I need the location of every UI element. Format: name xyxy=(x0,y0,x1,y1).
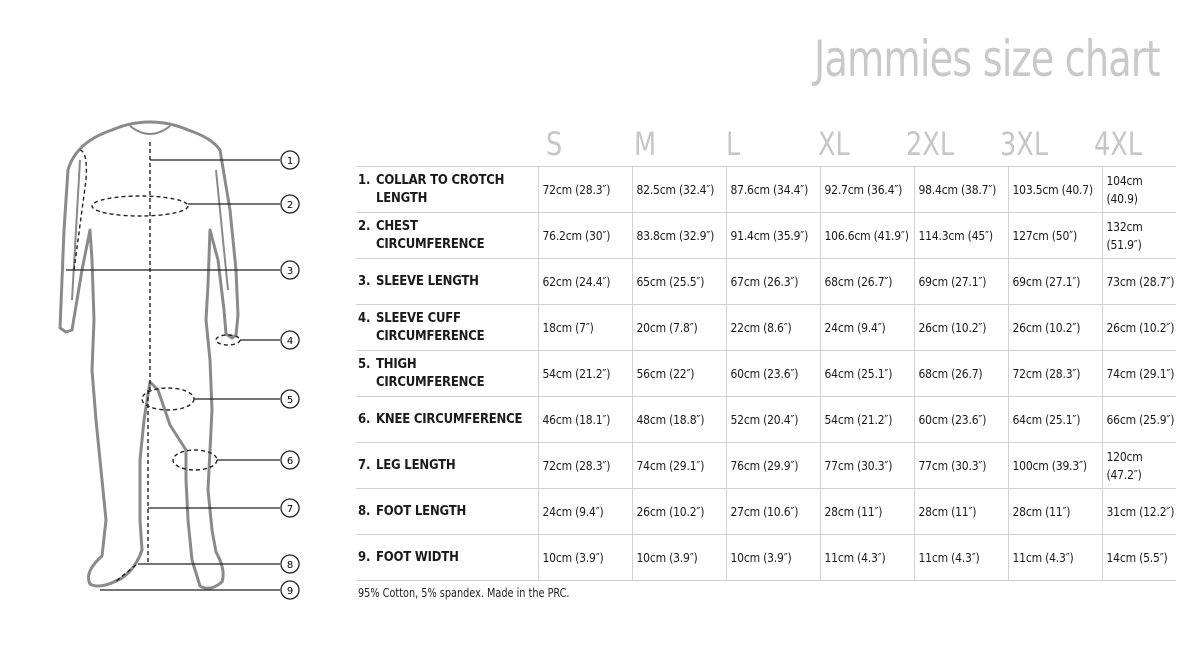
size-value-cell: 77cm (30.3″) xyxy=(820,443,914,489)
measurement-label xyxy=(356,167,538,213)
size-value-cell: 54cm (21.2″) xyxy=(538,351,632,397)
measurement-label xyxy=(356,213,538,259)
size-value-cell: 76.2cm (30″) xyxy=(538,213,632,259)
measurement-label xyxy=(356,305,538,351)
size-value-cell: 54cm (21.2″) xyxy=(820,397,914,443)
size-value-cell: 68cm (26.7) xyxy=(914,351,1008,397)
size-value-cell: 56cm (22″) xyxy=(632,351,726,397)
measurement-number: 9. xyxy=(358,549,371,565)
size-header-xl: XL xyxy=(818,125,850,163)
size-value-cell: 28cm (11″) xyxy=(1008,489,1102,535)
measurement-label xyxy=(356,535,538,581)
measurement-name: THIGH CIRCUMFERENCE xyxy=(376,356,485,390)
size-value-cell: 10cm (3.9″) xyxy=(726,535,820,581)
measurement-name: LEG LENGTH xyxy=(376,457,456,473)
size-value-cell: 83.8cm (32.9″) xyxy=(632,213,726,259)
table-row xyxy=(356,305,1176,351)
size-header-l: L xyxy=(726,125,741,163)
callout-9 xyxy=(281,581,299,599)
size-header-s: S xyxy=(546,125,563,163)
size-value-cell: 127cm (50″) xyxy=(1008,213,1102,259)
size-value-cell: 68cm (26.7″) xyxy=(820,259,914,305)
measurement-name: KNEE CIRCUMFERENCE xyxy=(376,411,523,427)
size-header-3xl: 3XL xyxy=(1000,125,1049,163)
size-value-cell: 106.6cm (41.9″) xyxy=(820,213,914,259)
svg-text:8: 8 xyxy=(286,560,294,571)
svg-text:9: 9 xyxy=(286,586,294,597)
size-value-cell: 11cm (4.3″) xyxy=(914,535,1008,581)
size-value-cell: 72cm (28.3″) xyxy=(538,443,632,489)
size-value-cell: 72cm (28.3″) xyxy=(538,167,632,213)
size-value-cell: 74cm (29.1″) xyxy=(632,443,726,489)
size-value-cell: 20cm (7.8″) xyxy=(632,305,726,351)
size-value-cell: 74cm (29.1″) xyxy=(1102,351,1176,397)
table-row xyxy=(356,351,1176,397)
size-value-cell: 18cm (7″) xyxy=(538,305,632,351)
measurement-number: 2. xyxy=(358,218,371,234)
jammies-outline-icon xyxy=(60,122,238,588)
size-value-cell: 69cm (27.1″) xyxy=(1008,259,1102,305)
size-value-cell: 98.4cm (38.7″) xyxy=(914,167,1008,213)
svg-text:4: 4 xyxy=(286,336,294,347)
size-value-cell: 10cm (3.9″) xyxy=(538,535,632,581)
callout-1 xyxy=(281,151,299,169)
measurement-label xyxy=(356,259,538,305)
svg-text:6: 6 xyxy=(286,456,294,467)
measurement-name: SLEEVE LENGTH xyxy=(376,273,479,289)
measurement-label xyxy=(356,443,538,489)
size-header-m: M xyxy=(634,125,657,163)
table-row xyxy=(356,397,1176,443)
svg-text:7: 7 xyxy=(286,504,294,515)
size-value-cell: 26cm (10.2″) xyxy=(632,489,726,535)
table-row xyxy=(356,213,1176,259)
size-value-cell: 77cm (30.3″) xyxy=(914,443,1008,489)
measurement-name: FOOT LENGTH xyxy=(376,503,467,519)
size-value-cell: 28cm (11″) xyxy=(820,489,914,535)
table-row xyxy=(356,489,1176,535)
size-value-cell: 10cm (3.9″) xyxy=(632,535,726,581)
callout-2 xyxy=(281,195,299,213)
size-value-cell: 14cm (5.5″) xyxy=(1102,535,1176,581)
callout-6 xyxy=(281,451,299,469)
table-row xyxy=(356,535,1176,581)
fabric-note: 95% Cotton, 5% spandex. Made in the PRC. xyxy=(358,586,570,600)
table-row xyxy=(356,259,1176,305)
size-value-cell: 22cm (8.6″) xyxy=(726,305,820,351)
size-value-cell: 48cm (18.8″) xyxy=(632,397,726,443)
size-value-cell: 120cm (47.2″) xyxy=(1102,443,1176,489)
jammies-figure-diagram xyxy=(40,120,320,610)
measurement-number: 5. xyxy=(358,356,371,372)
callout-5 xyxy=(281,390,299,408)
chart-title: Jammies size chart xyxy=(814,30,1160,88)
measurement-number: 7. xyxy=(358,457,371,473)
size-value-cell: 103.5cm (40.7) xyxy=(1008,167,1102,213)
size-value-cell: 60cm (23.6″) xyxy=(726,351,820,397)
size-value-cell: 73cm (28.7″) xyxy=(1102,259,1176,305)
size-value-cell: 114.3cm (45″) xyxy=(914,213,1008,259)
measurement-label xyxy=(356,351,538,397)
size-value-cell: 28cm (11″) xyxy=(914,489,1008,535)
size-value-cell: 82.5cm (32.4″) xyxy=(632,167,726,213)
size-value-cell: 66cm (25.9″) xyxy=(1102,397,1176,443)
measurement-name: COLLAR TO CROTCH LENGTH xyxy=(376,172,505,206)
size-value-cell: 46cm (18.1″) xyxy=(538,397,632,443)
size-value-cell: 65cm (25.5″) xyxy=(632,259,726,305)
size-header-4xl: 4XL xyxy=(1094,125,1143,163)
callout-4 xyxy=(281,331,299,349)
size-value-cell: 92.7cm (36.4″) xyxy=(820,167,914,213)
size-value-cell: 26cm (10.2″) xyxy=(1102,305,1176,351)
size-value-cell: 24cm (9.4″) xyxy=(538,489,632,535)
measurement-name: FOOT WIDTH xyxy=(376,549,459,565)
size-value-cell: 24cm (9.4″) xyxy=(820,305,914,351)
svg-text:1: 1 xyxy=(286,156,294,167)
size-value-cell: 11cm (4.3″) xyxy=(1008,535,1102,581)
size-value-cell: 132cm (51.9″) xyxy=(1102,213,1176,259)
size-value-cell: 60cm (23.6″) xyxy=(914,397,1008,443)
callout-7 xyxy=(281,499,299,517)
size-value-cell: 104cm (40.9) xyxy=(1102,167,1176,213)
size-value-cell: 52cm (20.4″) xyxy=(726,397,820,443)
svg-text:3: 3 xyxy=(286,266,294,277)
size-value-cell: 11cm (4.3″) xyxy=(820,535,914,581)
measurement-name: SLEEVE CUFF CIRCUMFERENCE xyxy=(376,310,485,344)
measurement-number: 1. xyxy=(358,172,371,188)
size-value-cell: 91.4cm (35.9″) xyxy=(726,213,820,259)
svg-text:5: 5 xyxy=(286,395,294,406)
size-value-cell: 64cm (25.1″) xyxy=(820,351,914,397)
size-value-cell: 26cm (10.2″) xyxy=(914,305,1008,351)
size-value-cell: 67cm (26.3″) xyxy=(726,259,820,305)
size-chart-table xyxy=(356,166,1176,581)
measurement-label xyxy=(356,397,538,443)
size-header-2xl: 2XL xyxy=(906,125,955,163)
table-row xyxy=(356,443,1176,489)
size-value-cell: 31cm (12.2″) xyxy=(1102,489,1176,535)
size-value-cell: 100cm (39.3″) xyxy=(1008,443,1102,489)
measurement-number: 4. xyxy=(358,310,371,326)
size-value-cell: 69cm (27.1″) xyxy=(914,259,1008,305)
measurement-name: CHEST CIRCUMFERENCE xyxy=(376,218,485,252)
callout-3 xyxy=(281,261,299,279)
measurement-number: 8. xyxy=(358,503,371,519)
callout-8 xyxy=(281,555,299,573)
size-value-cell: 72cm (28.3″) xyxy=(1008,351,1102,397)
table-row xyxy=(356,167,1176,213)
size-value-cell: 76cm (29.9″) xyxy=(726,443,820,489)
size-value-cell: 27cm (10.6″) xyxy=(726,489,820,535)
svg-text:2: 2 xyxy=(286,200,294,211)
measurement-number: 3. xyxy=(358,273,371,289)
size-value-cell: 62cm (24.4″) xyxy=(538,259,632,305)
measurement-number: 6. xyxy=(358,411,371,427)
size-value-cell: 87.6cm (34.4″) xyxy=(726,167,820,213)
size-value-cell: 26cm (10.2″) xyxy=(1008,305,1102,351)
measurement-label xyxy=(356,489,538,535)
size-value-cell: 64cm (25.1″) xyxy=(1008,397,1102,443)
